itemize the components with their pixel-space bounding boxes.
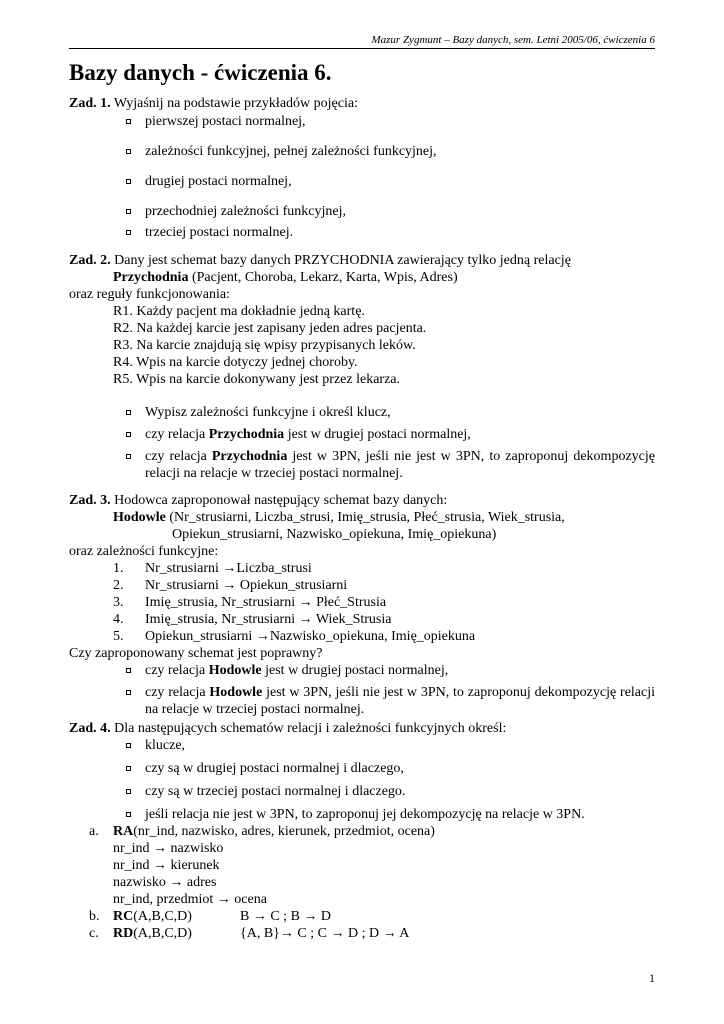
relation-attributes: (Pacjent, Choroba, Lekarz, Karta, Wpis, Adres) [188,270,458,285]
bullet-item: czy relacja Hodowle jest w drugiej postaci normalnej, [69,662,655,679]
relation-name: Hodowle [113,510,166,525]
rule-item: R5. Wpis na karcie dokonywany jest przez lekarza. [113,372,401,387]
exercise-intro: Dany jest schemat bazy danych PRZYCHODNIA zawierający tylko jedną relację [110,253,571,268]
exercise-3-heading [69,492,655,509]
rule-item: R2. Na każdej karcie jest zapisany jeden adres pacjenta. [113,321,427,336]
bullet-item: czy relacja Przychodnia jest w drugiej postaci normalnej, [69,426,655,443]
relation-schema [69,269,655,286]
bullet-square-icon [126,119,131,124]
page-header: Mazur Zygmunt – Bazy danych, sem. Letni 2005/06, ćwiczenia 6 [69,34,655,49]
bullet-item: klucze, [69,737,655,754]
rule-item: R1. Każdy pacjent ma dokładnie jedną kartę. [113,304,365,319]
bullet-item: jeśli relacja nie jest w 3PN, to zaproponuj jej dekompozycję na relacje w 3PN. [69,806,655,823]
bullet-square-icon [126,432,131,437]
bullet-square-icon [126,410,131,415]
bullet-square-icon [126,179,131,184]
exercise-label: Zad. 2. [69,253,111,268]
exercise-1 [69,95,655,241]
relation-c-deps: {A, B}→ C ; C → D ; D → A [240,926,410,941]
bullet-square-icon [126,690,131,695]
page-number: 1 [649,971,655,985]
exercise-label: Zad. 1. [69,96,111,111]
dependency-item: 3. Imię_strusia, Nr_strusiarni → Płeć_Strusia [113,595,387,610]
relation-c: c. RD(A,B,C,D) {A, B}→ C ; C → D ; D → A [89,926,410,941]
question: Czy zaproponowany schemat jest poprawny? [69,646,323,661]
bullet-item: czy są w drugiej postaci normalnej i dlaczego, [69,760,655,777]
exercise-intro: Hodowca zaproponował następujący schemat bazy danych: [110,493,448,508]
relation-b-deps: B → C ; B → D [240,909,332,924]
bullet-square-icon [126,230,131,235]
exercise-3 [69,492,655,718]
dependency-item: 2. Nr_strusiarni → Opiekun_strusiarni [113,578,348,593]
rule-item: R3. Na karcie znajdują się wpisy przypisanych leków. [113,338,416,353]
exercise-1-heading [69,95,655,112]
bullet-item: Wypisz zależności funkcyjne i określ klucz, [69,404,655,421]
relation-b: b. RC(A,B,C,D) B → C ; B → D [89,909,332,924]
bullet-item: drugiej postaci normalnej, [69,173,655,190]
dependency-item: 1. Nr_strusiarni →Liczba_strusi [113,561,312,576]
page-title: Bazy danych - ćwiczenia 6. [69,60,332,85]
exercise-2-heading [69,252,655,269]
exercise-label: Zad. 4. [69,721,111,736]
dependency-line: nr_ind → kierunek [113,858,220,873]
exercise-2 [69,252,655,482]
relation-attributes: (Nr_strusiarni, Liczba_strusi, Imię_strusia, Płeć_strusia, Wiek_strusia, [165,510,565,525]
bullet-square-icon [126,668,131,673]
exercise-label: Zad. 3. [69,493,111,508]
exercise-4-heading [69,720,655,737]
bullet-square-icon [126,149,131,154]
dependency-item: 4. Imię_strusia, Nr_strusiarni → Wiek_Strusia [113,612,392,627]
document-body [69,95,655,942]
dependency-line: nr_ind → nazwisko [113,841,224,856]
bullet-square-icon [126,766,131,771]
relation-schema [69,509,655,526]
bullet-square-icon [126,209,131,214]
exercise-intro: Dla następujących schematów relacji i zależności funkcyjnych określ: [110,721,507,736]
bullet-item: czy relacja Przychodnia jest w 3PN, jeśli nie jest w 3PN, to zaproponuj dekompozycję relacji na relacje w trzeciej postaci normalnej. [69,448,655,482]
bullet-item: czy są w trzeciej postaci normalnej i dlaczego. [69,783,655,800]
bullet-item: czy relacja Hodowle jest w 3PN, jeśli nie jest w 3PN, to zaproponuj dekompozycję relacji na relacje w trzeciej postaci normalnej. [69,684,655,718]
relation-attributes-cont: Opiekun_strusiarni, Nazwisko_opiekuna, Imię_opiekuna) [172,527,497,542]
rule-item: R4. Wpis na karcie dotyczy jednej choroby. [113,355,358,370]
bullet-square-icon [126,789,131,794]
dependency-line: nr_ind, przedmiot → ocena [113,892,267,907]
exercise-intro: Wyjaśnij na podstawie przykładów pojęcia: [110,96,358,111]
bullet-item: zależności funkcyjnej, pełnej zależności funkcyjnej, [69,143,655,160]
bullet-item: przechodniej zależności funkcyjnej, [69,203,655,220]
bullet-item: trzeciej postaci normalnej. [69,224,655,241]
relation-name: Przychodnia [113,270,189,285]
bullet-square-icon [126,454,131,459]
bullet-square-icon [126,743,131,748]
relation-a: a. RA(nr_ind, nazwisko, adres, kierunek, przedmiot, ocena) [89,824,435,839]
dependency-item: 5. Opiekun_strusiarni →Nazwisko_opiekuna, Imię_opiekuna [113,629,476,644]
exercise-4 [69,720,655,942]
deps-intro: oraz zależności funkcyjne: [69,544,219,559]
dependency-line: nazwisko → adres [113,875,217,890]
rules-intro: oraz reguły funkcjonowania: [69,287,230,302]
bullet-item: pierwszej postaci normalnej, [69,113,655,130]
bullet-square-icon [126,812,131,817]
